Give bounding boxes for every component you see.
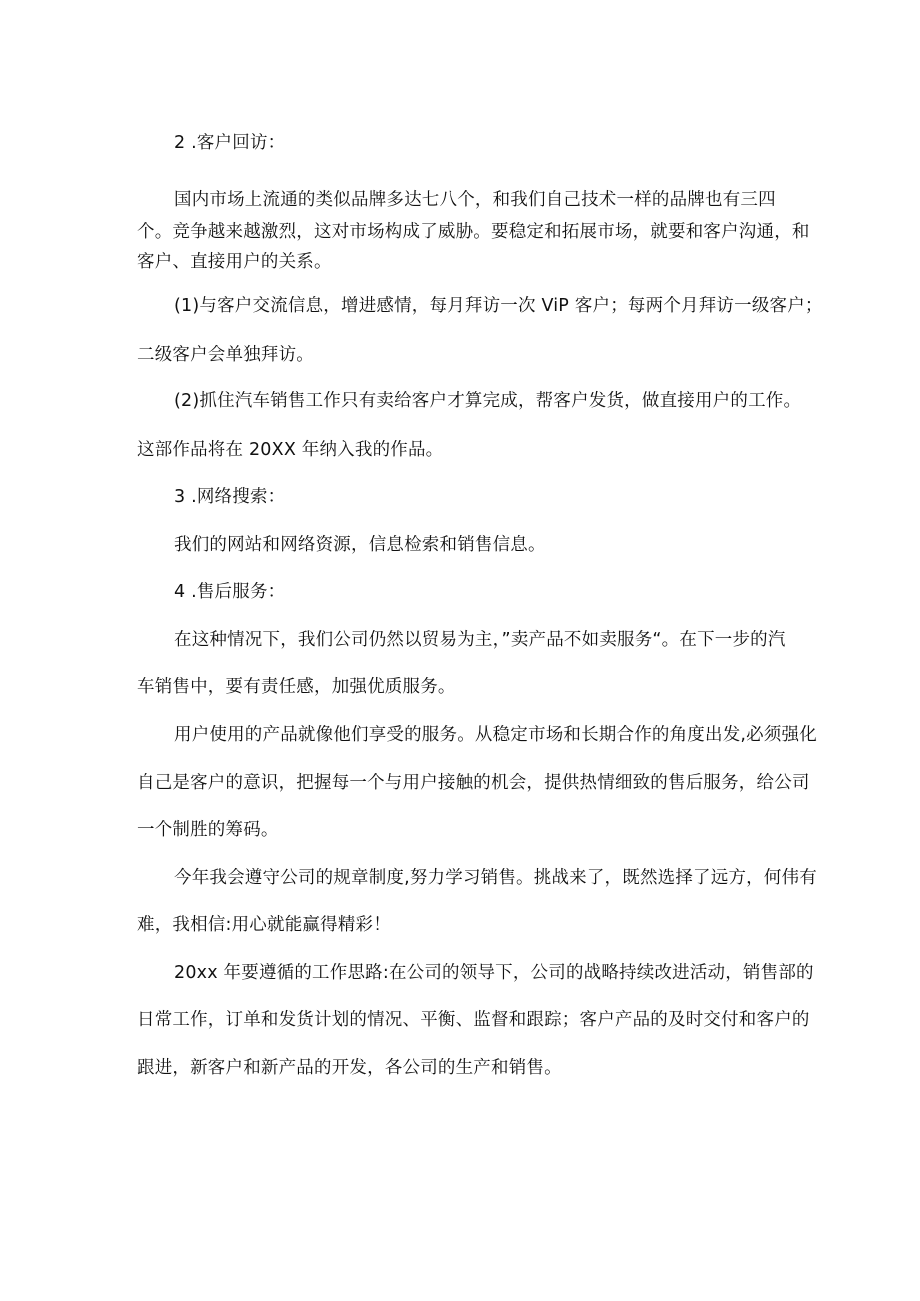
section-2-heading: 2 .客户回访： (174, 133, 286, 153)
paragraph-line: 我们的网站和网络资源，信息检索和销售信息。 (174, 535, 546, 555)
list-item-line: 这部作品将在 20XX 年纳入我的作品。 (137, 440, 444, 460)
paragraph-line: 自己是客户的意识，把握每一个与用户接触的机会，提供热情细致的售后服务，给公司 (137, 773, 810, 793)
paragraph-line: 客户、直接用户的关系。 (137, 252, 332, 272)
paragraph-line: 国内市场上流通的类似品牌多达七八个，和我们自己技术一样的品牌也有三四 (174, 190, 776, 210)
list-item-line: (1)与客户交流信息，增进感情，每月拜访一次 ViP 客户；每两个月拜访一级客户； (174, 296, 823, 316)
paragraph-line: 车销售中，要有责任感，加强优质服务。 (137, 677, 456, 697)
paragraph-line: 难，我相信:用心就能赢得精彩！ (137, 915, 391, 935)
paragraph-line: 今年我会遵守公司的规章制度,努力学习销售。挑战来了，既然选择了远方，何伟有 (174, 868, 817, 888)
paragraph-line: 用户使用的产品就像他们享受的服务。从稳定市场和长期合作的角度出发,必须强化 (174, 725, 817, 745)
paragraph-line: 个。竞争越来越激烈，这对市场构成了威胁。要稳定和拓展市场，就要和客户沟通，和 (137, 222, 810, 242)
paragraph-line: 跟进，新客户和新产品的开发，各公司的生产和销售。 (137, 1058, 562, 1078)
section-3-heading: 3 .网络搜索： (174, 487, 286, 507)
list-item-line: (2)抓住汽车销售工作只有卖给客户才算完成，帮客户发货，做直接用户的工作。 (174, 391, 802, 411)
list-item-line: 二级客户会单独拜访。 (137, 345, 314, 365)
section-4-heading: 4 .售后服务： (174, 582, 286, 602)
paragraph-line: 在这种情况下，我们公司仍然以贸易为主，”卖产品不如卖服务“。在下一步的汽 (174, 630, 786, 650)
paragraph-line: 日常工作，订单和发货计划的情况、平衡、监督和跟踪；客户产品的及时交付和客户的 (137, 1010, 810, 1030)
paragraph-line: 一个制胜的筹码。 (137, 820, 279, 840)
paragraph-line: 20xx 年要遵循的工作思路:在公司的领导下，公司的战略持续改进活动，销售部的 (174, 963, 814, 983)
